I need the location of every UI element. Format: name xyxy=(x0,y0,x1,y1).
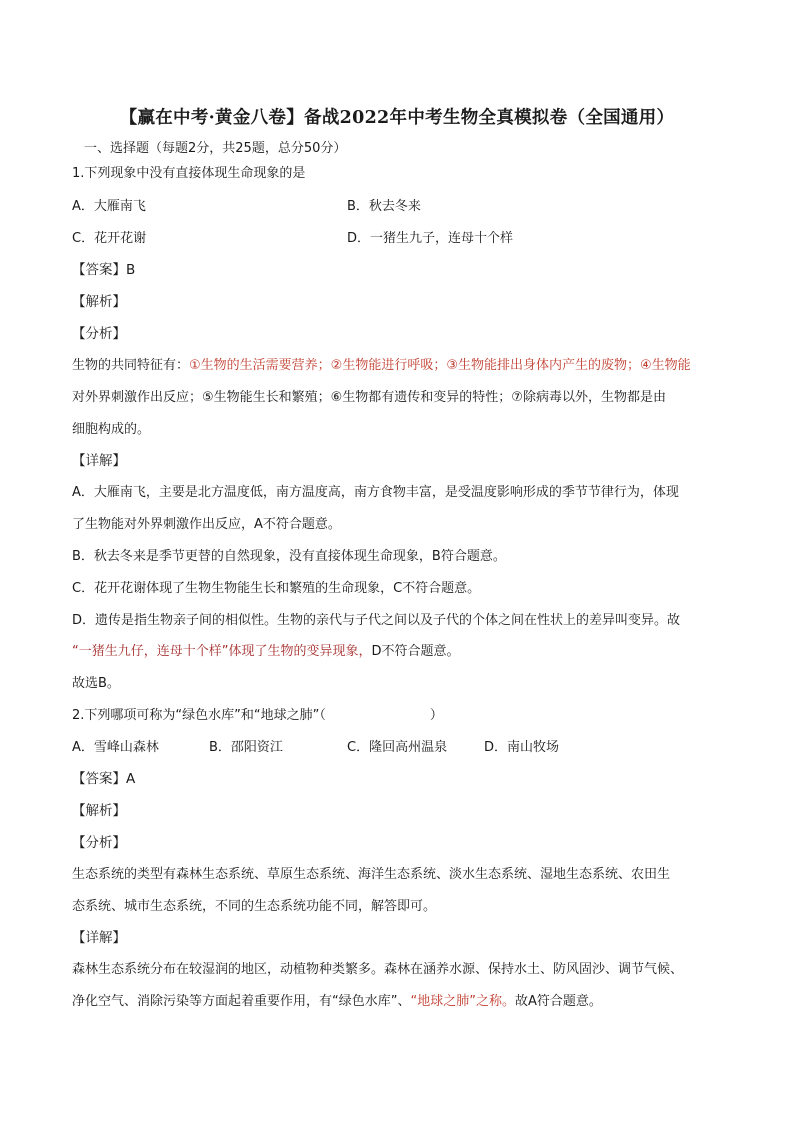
fenxi-highlight: ①生物的生活需要营养；②生物能进行呼吸；③生物能排出身体内产生的废物；④生物能 xyxy=(189,358,691,373)
question-2-option-b: B．邵阳资江 xyxy=(209,740,283,755)
question-1-detail-a-line-1: A．大雁南飞，主要是北方温度低，南方温度高，南方食物丰富，是受温度影响形成的季节节律行为，体现 xyxy=(72,485,679,500)
question-2-option-c: C．隆回高州温泉 xyxy=(347,740,448,755)
question-1-fenxi-line-1 xyxy=(72,357,691,375)
question-2-detail-tag: 【详解】 xyxy=(72,930,126,946)
question-1-analysis-tag: 【解析】 xyxy=(72,294,126,310)
question-2-analysis-tag: 【解析】 xyxy=(72,803,126,819)
question-2-detail-line-1: 森林生态系统分布在较湿润的地区，动植物种类繁多。森林在涵养水源、保持水土、防风固沙、调节气候、 xyxy=(72,962,684,977)
question-1-detail-c: C．花开花谢体现了生物生物能生长和繁殖的生命现象，C不符合题意。 xyxy=(72,581,481,596)
question-2-option-a: A．雪峰山森林 xyxy=(72,740,159,755)
detail-line-2-highlight: “地球之肺”之称。 xyxy=(410,994,515,1009)
question-1-detail-d-line-1: D．遗传是指生物亲子间的相似性。生物的亲代与子代之间以及子代的个体之间在性状上的差异叫变异。故 xyxy=(72,613,681,628)
question-2-stem: 2.下列哪项可称为“绿色水库”和“地球之肺”（ ） xyxy=(72,708,443,723)
question-2-fenxi-line-2: 态系统、城市生态系统，不同的生态系统功能不同，解答即可。 xyxy=(72,899,437,914)
fenxi-prefix: 生物的共同特征有： xyxy=(72,358,190,373)
question-1-answer: 【答案】B xyxy=(72,262,136,278)
question-1-fenxi-tag: 【分析】 xyxy=(72,326,126,342)
question-1-detail-d-line-2 xyxy=(72,643,460,661)
detail-line-2-prefix: 净化空气、消除污染等方面起着重要作用，有“绿色水库”、 xyxy=(72,994,411,1009)
question-2-detail-line-2 xyxy=(72,993,602,1011)
question-2-fenxi-line-1: 生态系统的类型有森林生态系统、草原生态系统、海洋生态系统、淡水生态系统、湿地生态系统、农田生 xyxy=(72,867,671,882)
question-1-option-d: D．一猪生九子，连母十个样 xyxy=(347,231,514,246)
question-1-option-b: B．秋去冬来 xyxy=(347,199,421,214)
question-2-fenxi-tag: 【分析】 xyxy=(72,835,126,851)
question-2-option-d: D．南山牧场 xyxy=(484,740,560,755)
question-1-fenxi-line-3: 细胞构成的。 xyxy=(72,422,151,437)
detail-line-2-rest: 故A符合题意。 xyxy=(514,994,602,1009)
question-1-detail-tag: 【详解】 xyxy=(72,453,126,469)
question-1-fenxi-line-2: 对外界刺激作出反应；⑤生物能生长和繁殖；⑥生物都有遗传和变异的特性；⑦除病毒以外，生物都是由 xyxy=(72,390,666,405)
question-1-detail-a-line-2: 了生物能对外界刺激作出反应，A不符合题意。 xyxy=(72,517,341,532)
question-1-conclusion: 故选B。 xyxy=(72,676,120,691)
detail-d-highlight: “一猪生九仔，连母十个样”体现了生物的变异现象， xyxy=(72,644,372,659)
page-title: 【赢在中考·黄金八卷】备战2022年中考生物全真模拟卷（全国通用） xyxy=(119,108,675,128)
detail-d-rest: D不符合题意。 xyxy=(371,644,460,659)
question-1-detail-b: B．秋去冬来是季节更替的自然现象，没有直接体现生命现象，B符合题意。 xyxy=(72,549,506,564)
question-1-option-a: A．大雁南飞 xyxy=(72,199,146,214)
question-1-stem: 1.下列现象中没有直接体现生命现象的是 xyxy=(72,166,306,181)
section-header: 一、选择题（每题2分，共25题，总分50分） xyxy=(84,141,347,156)
question-2-answer: 【答案】A xyxy=(72,771,136,787)
question-1-option-c: C．花开花谢 xyxy=(72,231,147,246)
